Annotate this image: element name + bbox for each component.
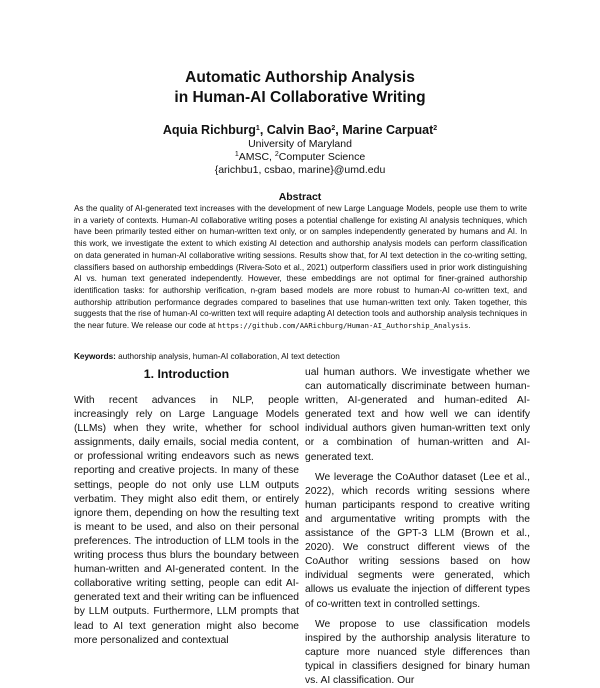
departments bbox=[0, 151, 600, 164]
paper-title bbox=[0, 68, 600, 108]
intro-paragraph: With recent advances in NLP, people increasingly rely on Large Language Models (LLMs) when they write, whether for school assignments, daily emails, social media content, or professional writing endeavors such as news reporting and creative projects. In many of these settings, people do not only use LLM outputs verbatim. They might also edit them, or entirely ignore them, depending on how the resulting text is meant to be used, and also on their personal preferences. The introduction of LLM tools in the writing process thus blurs the boundary between human-written and AI-generated content. In the collaborative writing setting, people can edit AI-generated text and their writing can be influenced by LLM outputs. Furthermore, LLM prompts that lead to AI text generation might also become more personalized and contextual bbox=[74, 395, 299, 646]
title-line-2: in Human-AI Collaborative Writing bbox=[174, 89, 426, 106]
abstract-end: . bbox=[468, 321, 471, 331]
keywords-text: authorship analysis, human-AI collaboration, AI text detection bbox=[115, 352, 340, 361]
keywords-line bbox=[74, 351, 527, 362]
author-superscript: 1 bbox=[255, 125, 260, 132]
abstract-body bbox=[74, 203, 527, 332]
abstract-text: As the quality of AI-generated text increases with the development of new Large Language Models, people use them to write in a variety of contexts. Human-AI collaborative writing poses a potential challenge for existing AI analysis techniques, which have been primarily tested either on human-written text only, or on samples independently generated by humans and AI. In this work, we investigate the extent to which existing AI detection and authorship analysis models can perform classification on data generated in human-AI collaborative writing sessions. Results show that, for AI text detection in the co-writing setting, classifiers based on authorship embeddings (Rivera-Soto et al., 2021) outperform classifiers used in prior work distinguishing AI vs. human text generated independently. However, these embeddings are not optimal for finer-grained authorship identification tasks: for authorship verification, n-gram based models are more robust to human-AI co-written text, and authorship attribution performance degrades compared to baselines that use human-written text only. Taken together, this suggests that the rise of human-AI co-written text will require adapting AI detection tools and authorship analysis techniques in the near future. We release our code at bbox=[74, 204, 527, 331]
dept-superscript: 1 bbox=[234, 151, 239, 158]
code-link[interactable]: https://github.com/AARichburg/Human-AI_Authorship_Analysis bbox=[217, 321, 469, 331]
author-superscript: 2 bbox=[433, 125, 438, 132]
keywords-label: Keywords: bbox=[74, 352, 116, 361]
author-list: Aquia Richburg$^1$, Calvin Bao$^2$, Marine Carpuat$^2$ bbox=[162, 123, 438, 137]
author-name: Marine Carpuat bbox=[342, 123, 434, 137]
left-column bbox=[74, 366, 299, 648]
intro-paragraph: ual human authors. We investigate whether we can automatically discriminate between human-written, AI-generated and human-edited AI-generated text and how well we can identify individual authors given human-written text only or a combination of human-written and AI-generated text. bbox=[305, 367, 530, 463]
author-emails: {arichbu1, csbao, marine}@umd.edu bbox=[214, 164, 386, 176]
intro-paragraph: We leverage the CoAuthor dataset (Lee et al., 2022), which records writing sessions where human participants respond to creative writing and argumentative writing prompts with the assistance of the GPT-3 LLM (Brown et al., 2020). We construct different views of the CoAuthor writing sessions based on how individual segments were generated, which allows us evaluate the injection of different types of co-written text in controlled settings. bbox=[305, 471, 530, 610]
university: University of Maryland bbox=[248, 138, 352, 150]
title-line-1: Automatic Authorship Analysis bbox=[185, 69, 415, 86]
dept-2: Computer Science bbox=[278, 151, 366, 163]
author-name: Aquia Richburg bbox=[162, 123, 256, 137]
abstract-heading: Abstract bbox=[278, 191, 322, 203]
affiliation-block bbox=[0, 138, 600, 177]
dept-superscript: 2 bbox=[274, 151, 279, 158]
intro-paragraph: We propose to use classification models inspired by the authorship analysis literature to capture more nuanced style differences than typical in classifiers designed for binary human vs. AI classification. Our bbox=[305, 618, 530, 686]
right-column bbox=[305, 366, 530, 688]
dept-1: AMSC, bbox=[238, 151, 275, 163]
author-name: Calvin Bao bbox=[266, 123, 332, 137]
section-heading-introduction: 1. Introduction bbox=[143, 367, 230, 381]
author-superscript: 2 bbox=[331, 125, 336, 132]
